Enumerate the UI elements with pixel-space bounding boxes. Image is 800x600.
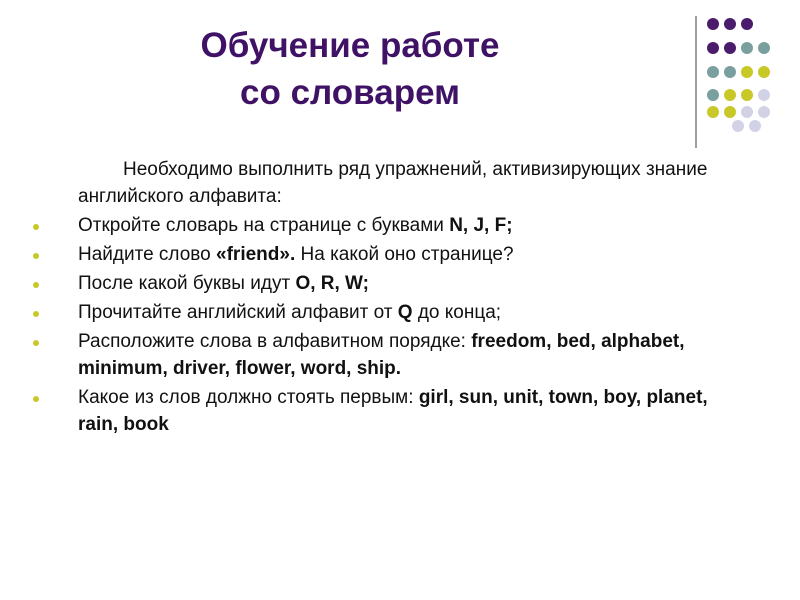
list-item-text: Какое из слов должно стоять первым: (78, 387, 419, 408)
slide-title (150, 22, 550, 116)
decorative-dot (724, 18, 736, 30)
list-item (33, 212, 753, 239)
bullet-icon (33, 224, 39, 230)
list-item (33, 328, 753, 382)
slide-title-line-1: Обучение работе (200, 26, 500, 65)
decorative-dot (707, 18, 719, 30)
decorative-dot (741, 42, 753, 54)
list-item (33, 241, 753, 268)
list-item-text: На какой оно странице? (295, 244, 514, 265)
bullet-icon (33, 396, 39, 402)
decorative-dot (724, 42, 736, 54)
decorative-dot (724, 106, 736, 118)
decorative-dot (724, 89, 736, 101)
bullet-icon (33, 311, 39, 317)
list-item-bold-text: freedom, bed, alphabet, minimum, driver, flower, word, ship. (78, 331, 685, 379)
list-item-text: Прочитайте английский алфавит от (78, 302, 398, 323)
list-item-text: Найдите слово (78, 244, 217, 265)
list-item (33, 299, 753, 326)
list-item-bold-text: girl, sun, unit, town, boy, planet, rain, book (78, 387, 708, 435)
list-item-bold-text: «friend». (216, 244, 296, 265)
list-item (33, 384, 753, 438)
list-item-text: После какой буквы идут (78, 273, 296, 294)
slide-title-line-2: со словарем (240, 73, 460, 112)
list-item-text: Откройте словарь на странице с буквами (78, 215, 450, 236)
decorative-dot (741, 18, 753, 30)
decorative-dot (732, 120, 744, 132)
decorative-dot (749, 120, 761, 132)
decorative-dot (758, 89, 770, 101)
decorative-dot (758, 42, 770, 54)
bullet-icon (33, 253, 39, 259)
bullet-icon (33, 340, 39, 346)
list-item-text: до конца; (412, 302, 502, 323)
list-item-text: Расположите слова в алфавитном порядке: (78, 331, 472, 352)
decorative-dot (724, 66, 736, 78)
decorative-dot (758, 106, 770, 118)
decorative-dot (741, 106, 753, 118)
slide-body (33, 156, 753, 440)
decorative-dot (707, 106, 719, 118)
decorative-dot (707, 42, 719, 54)
list-item (33, 270, 753, 297)
list-item-bold-text: O, R, W; (295, 273, 369, 294)
decorative-dot (741, 89, 753, 101)
decorative-dot (758, 66, 770, 78)
bullet-icon (33, 282, 39, 288)
decorative-dot (707, 89, 719, 101)
decorative-dot (741, 66, 753, 78)
decorative-dot (707, 66, 719, 78)
decorative-divider (695, 16, 697, 148)
intro-text: Необходимо выполнить ряд упражнений, активизирующих знание английского алфавита: (78, 159, 708, 207)
list-item-bold-text: N, J, F; (449, 215, 513, 236)
exercise-list (33, 212, 753, 438)
list-item-bold-text: Q (397, 302, 413, 323)
